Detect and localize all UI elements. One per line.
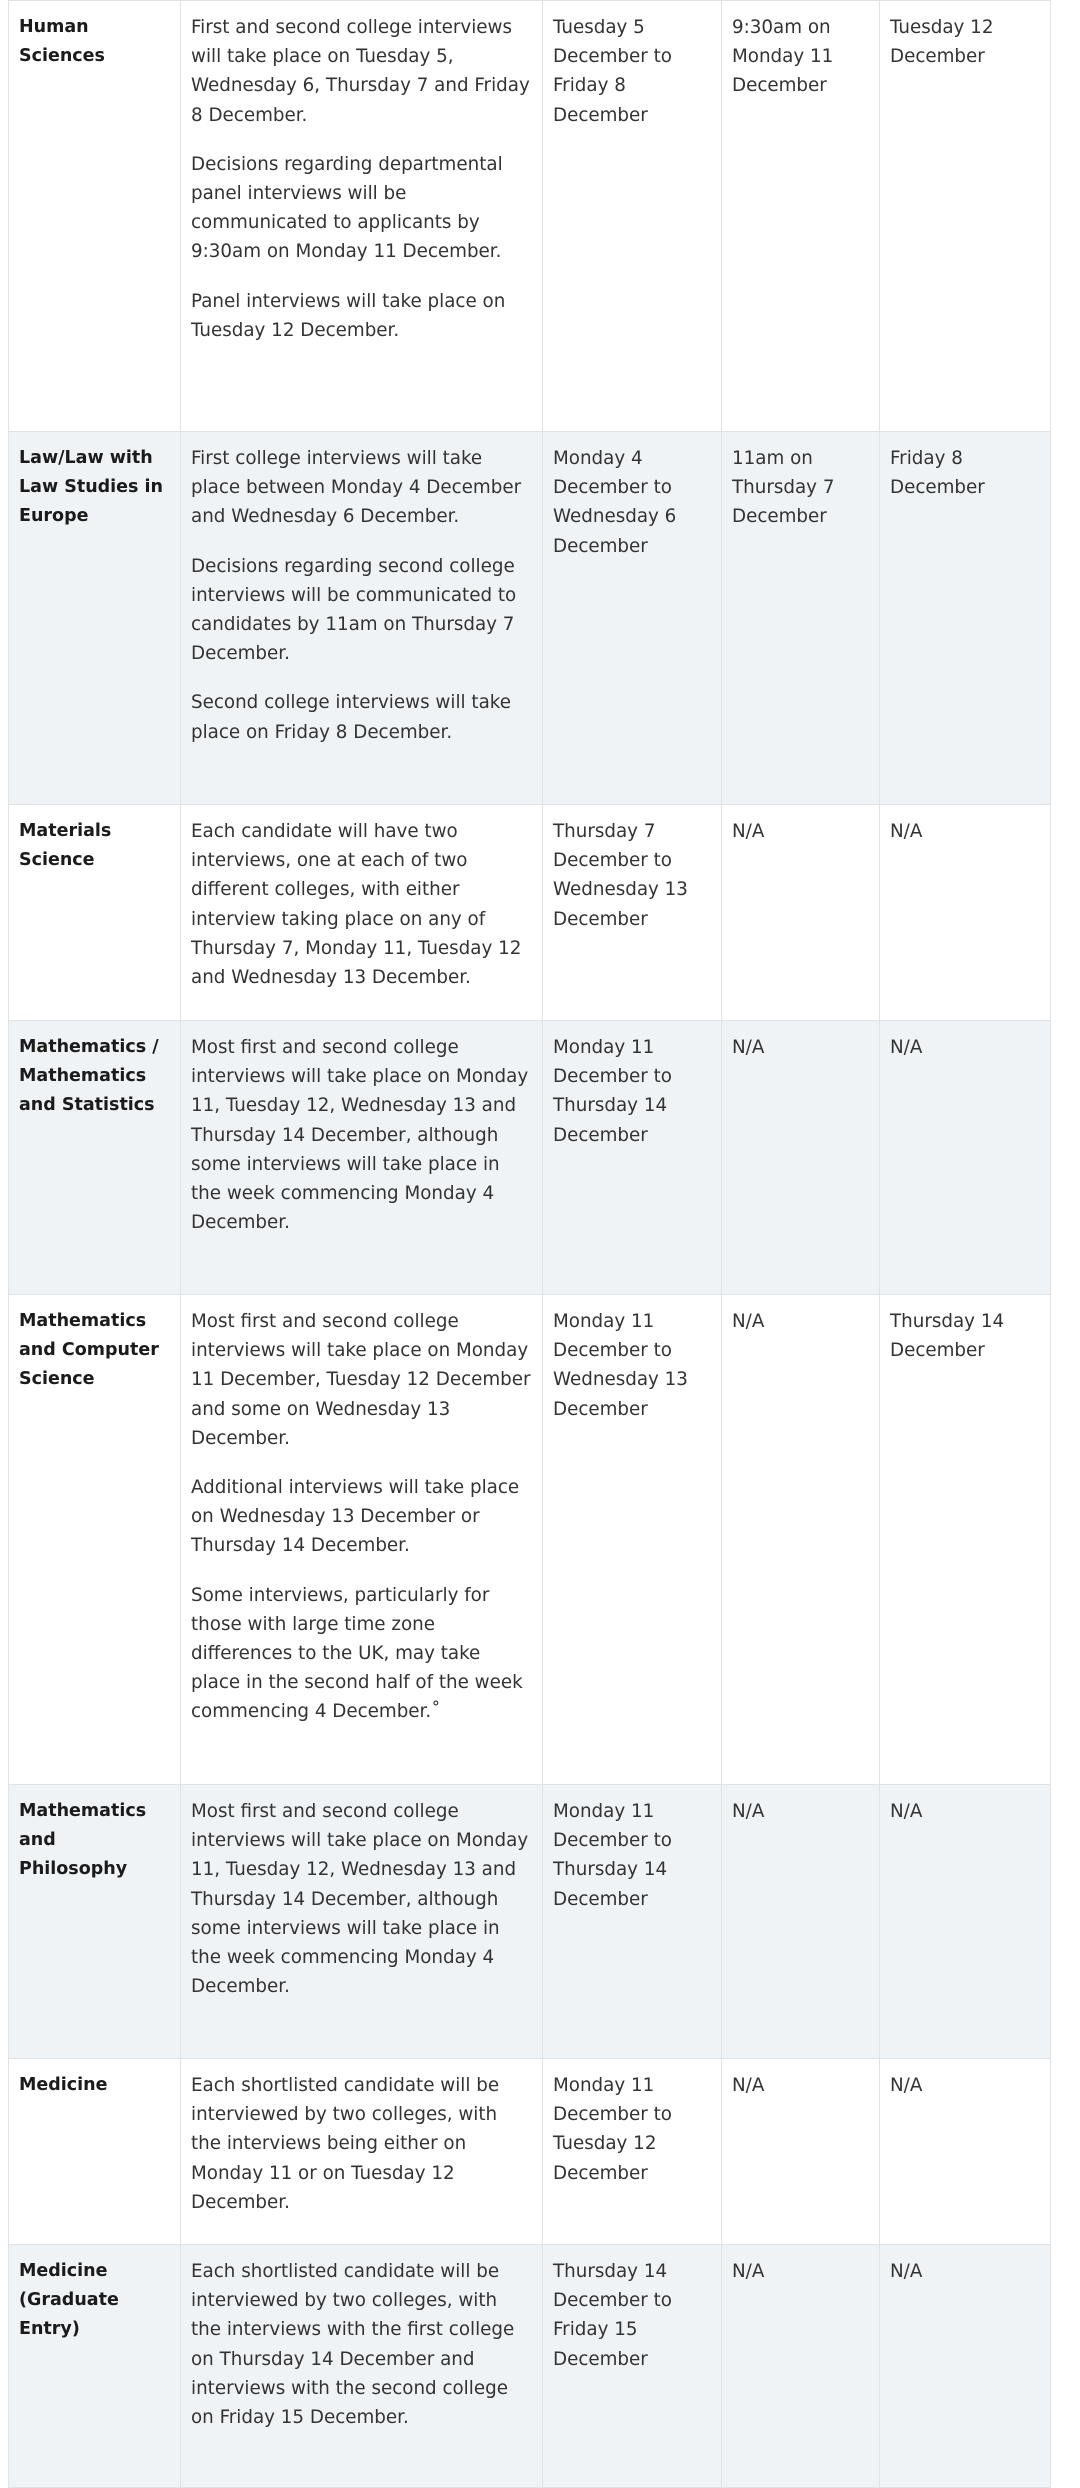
interview-dates-cell: Tuesday 5 December to Friday 8 December	[543, 1, 722, 432]
interview-dates-cell: Monday 4 December to Wednesday 6 December	[543, 432, 722, 805]
details-paragraph: Some interviews, particularly for those with large time zone differences to the UK, may take place in the second half of the week commencing 4 December.˚	[191, 1584, 523, 1723]
second-interviews-cell: N/A	[880, 805, 1051, 1021]
table-row	[9, 2245, 1051, 2488]
subject-cell: Mathematics and Computer Science	[9, 1295, 181, 1785]
table-row	[9, 1021, 1051, 1295]
details-cell	[181, 432, 543, 805]
subject-cell: Medicine	[9, 2059, 181, 2245]
details-paragraph: Decisions regarding second college interviews will be communicated to candidates by 11am on Thursday 7 December.	[191, 555, 517, 665]
decision-time-cell: N/A	[722, 1785, 880, 2059]
decision-time-cell: 9:30am on Monday 11 December	[722, 1, 880, 432]
subject-cell: Law/Law with Law Studies in Europe	[9, 432, 181, 805]
details-paragraph: First and second college interviews will take place on Tuesday 5, Wednesday 6, Thursday 7 and Friday 8 December.	[191, 17, 530, 126]
interview-dates-cell: Monday 11 December to Tuesday 12 December	[543, 2059, 722, 2245]
second-interviews-cell: Friday 8 December	[880, 432, 1051, 805]
table-row	[9, 2059, 1051, 2245]
details-paragraph: Decisions regarding departmental panel interviews will be communicated to applicants by 9:30am on Monday 11 December.	[191, 153, 503, 263]
details-paragraph: Each shortlisted candidate will be interviewed by two colleges, with the interviews being either on Monday 11 or on Tuesday 12 December.	[191, 2075, 500, 2213]
subject-cell: Medicine (Graduate Entry)	[9, 2245, 181, 2488]
second-interviews-cell: N/A	[880, 1021, 1051, 1295]
table-row	[9, 432, 1051, 805]
subject-cell: Human Sciences	[9, 1, 181, 432]
interview-dates-cell: Thursday 7 December to Wednesday 13 December	[543, 805, 722, 1021]
details-cell	[181, 1785, 543, 2059]
second-interviews-cell: N/A	[880, 2059, 1051, 2245]
details-paragraph: Most first and second college interviews will take place on Monday 11, Tuesday 12, Wednesday 13 and Thursday 14 December, although some interviews will take place in the week commencing Monday 4 December.	[191, 1037, 529, 1234]
subject-cell: Mathematics / Mathematics and Statistics	[9, 1021, 181, 1295]
table-row	[9, 1785, 1051, 2059]
details-paragraph: Each shortlisted candidate will be interviewed by two colleges, with the interviews with the first college on Thursday 14 December and interviews with the second college on Friday 15 December.	[191, 2261, 515, 2429]
details-paragraph: Each candidate will have two interviews, one at each of two different colleges, with either interview taking place on any of Thursday 7, Monday 11, Tuesday 12 and Wednesday 13 December.	[191, 821, 522, 989]
second-interviews-cell: Tuesday 12 December	[880, 1, 1051, 432]
details-cell	[181, 2059, 543, 2245]
subject-cell: Materials Science	[9, 805, 181, 1021]
decision-time-cell: N/A	[722, 1295, 880, 1785]
second-interviews-cell: Thursday 14 December	[880, 1295, 1051, 1785]
interview-schedule-table-wrapper	[8, 0, 1050, 2488]
subject-cell: Mathematics and Philosophy	[9, 1785, 181, 2059]
interview-dates-cell: Monday 11 December to Wednesday 13 December	[543, 1295, 722, 1785]
details-paragraph: Panel interviews will take place on Tuesday 12 December.	[191, 290, 506, 341]
interview-schedule-table	[8, 0, 1051, 2488]
details-paragraph: Second college interviews will take place on Friday 8 December.	[191, 692, 511, 743]
details-cell	[181, 1295, 543, 1785]
table-row	[9, 805, 1051, 1021]
table-row	[9, 1, 1051, 432]
decision-time-cell: N/A	[722, 2059, 880, 2245]
second-interviews-cell: N/A	[880, 1785, 1051, 2059]
interview-dates-cell: Monday 11 December to Thursday 14 December	[543, 1785, 722, 2059]
details-paragraph: First college interviews will take place between Monday 4 December and Wednesday 6 December.	[191, 448, 522, 528]
details-cell	[181, 2245, 543, 2488]
interview-dates-cell: Monday 11 December to Thursday 14 December	[543, 1021, 722, 1295]
details-paragraph: Most first and second college interviews will take place on Monday 11, Tuesday 12, Wednesday 13 and Thursday 14 December, although some interviews will take place in the week commencing Monday 4 December.	[191, 1801, 529, 1998]
details-cell	[181, 1021, 543, 1295]
interview-dates-cell: Thursday 14 December to Friday 15 December	[543, 2245, 722, 2488]
second-interviews-cell: N/A	[880, 2245, 1051, 2488]
decision-time-cell: N/A	[722, 1021, 880, 1295]
decision-time-cell: 11am on Thursday 7 December	[722, 432, 880, 805]
details-paragraph: Additional interviews will take place on Wednesday 13 December or Thursday 14 December.	[191, 1477, 520, 1557]
table-row	[9, 1295, 1051, 1785]
decision-time-cell: N/A	[722, 2245, 880, 2488]
details-paragraph: Most first and second college interviews will take place on Monday 11 December, Tuesday 12 December and some on Wednesday 13 December.	[191, 1311, 531, 1449]
details-cell	[181, 1, 543, 432]
decision-time-cell: N/A	[722, 805, 880, 1021]
details-cell	[181, 805, 543, 1021]
